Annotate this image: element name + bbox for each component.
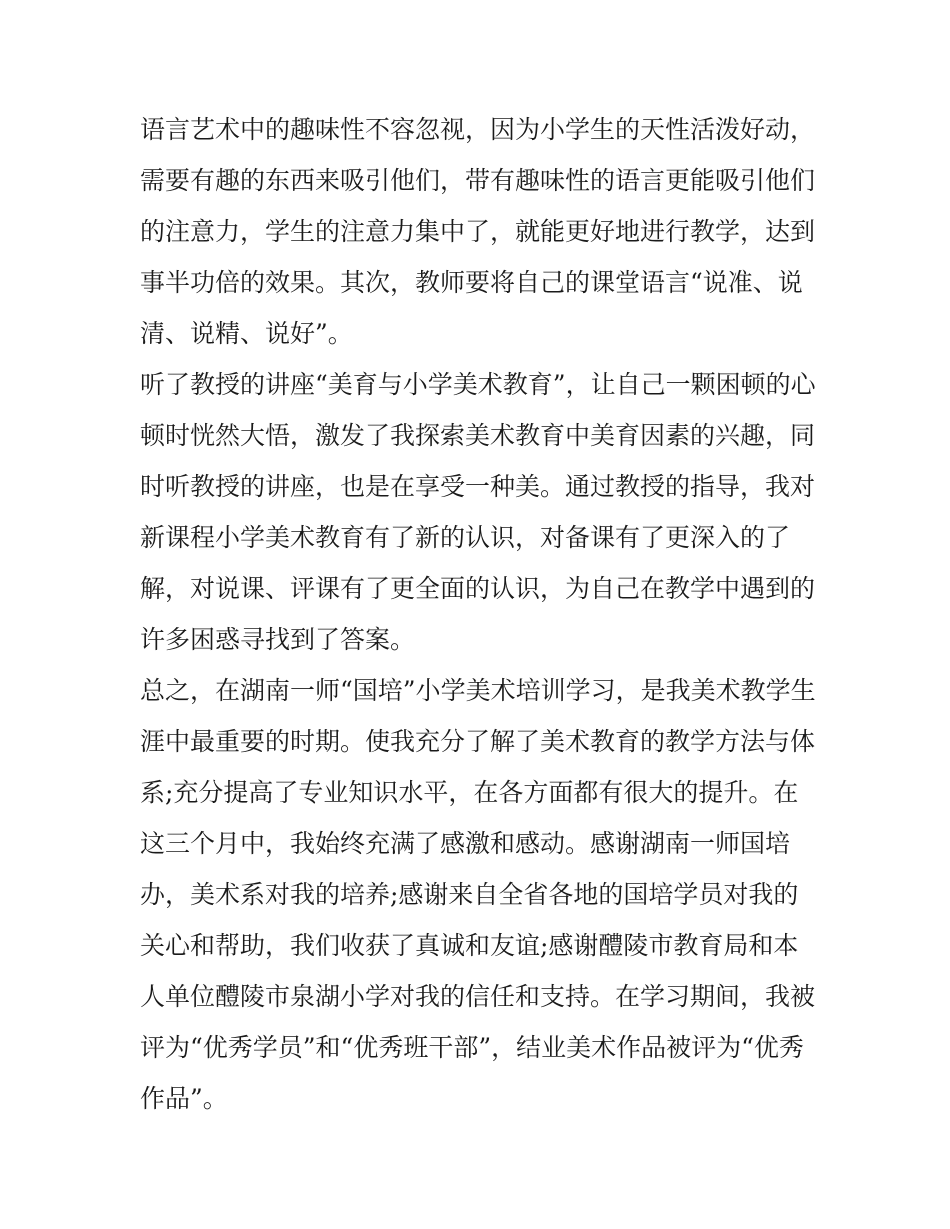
text-line: 办，美术系对我的培养;感谢来自全省各地的国培学员对我的 bbox=[140, 880, 799, 909]
text-line: 涯中最重要的时期。使我充分了解了美术教育的教学方法与体 bbox=[140, 727, 816, 756]
text-line: 事半功倍的效果。其次，教师要将自己的课堂语言“说准、说 bbox=[140, 268, 803, 297]
text-line: 许多困惑寻找到了答案。 bbox=[140, 625, 416, 654]
text-line: 清、说精、说好”。 bbox=[140, 319, 353, 348]
text-line: 时听教授的讲座，也是在享受一种美。通过教授的指导，我对 bbox=[140, 472, 816, 501]
text-line: 评为“优秀学员”和“优秀班干部”，结业美术作品被评为“优秀 bbox=[140, 1033, 804, 1062]
text-line: 系;充分提高了专业知识水平，在各方面都有很大的提升。在 bbox=[140, 778, 799, 807]
text-line: 作品”。 bbox=[140, 1084, 228, 1113]
text-line: 顿时恍然大悟，激发了我探索美术教育中美育因素的兴趣，同 bbox=[140, 421, 816, 450]
text-line: 解，对说课、评课有了更全面的认识，为自己在教学中遇到的 bbox=[140, 574, 816, 603]
text-line: 总之，在湖南一师“国培”小学美术培训学习，是我美术教学生 bbox=[140, 676, 816, 705]
text-line: 人单位醴陵市泉湖小学对我的信任和支持。在学习期间，我被 bbox=[140, 982, 816, 1011]
paragraph-3 bbox=[140, 665, 830, 1124]
text-line: 这三个月中，我始终充满了感激和感动。感谢湖南一师国培 bbox=[140, 829, 791, 858]
text-line: 关心和帮助，我们收获了真诚和友谊;感谢醴陵市教育局和本 bbox=[140, 931, 799, 960]
text-line: 语言艺术中的趣味性不容忽视，因为小学生的天性活泼好动， bbox=[140, 115, 816, 144]
text-line: 听了教授的讲座“美育与小学美术教育”，让自己一颗困顿的心 bbox=[140, 370, 816, 399]
text-line: 需要有趣的东西来吸引他们，带有趣味性的语言更能吸引他们 bbox=[140, 166, 816, 195]
document-body bbox=[140, 104, 830, 1124]
paragraph-2 bbox=[140, 359, 830, 665]
text-line: 的注意力，学生的注意力集中了，就能更好地进行教学，达到 bbox=[140, 217, 816, 246]
paragraph-1 bbox=[140, 104, 830, 359]
text-line: 新课程小学美术教育有了新的认识，对备课有了更深入的了 bbox=[140, 523, 791, 552]
